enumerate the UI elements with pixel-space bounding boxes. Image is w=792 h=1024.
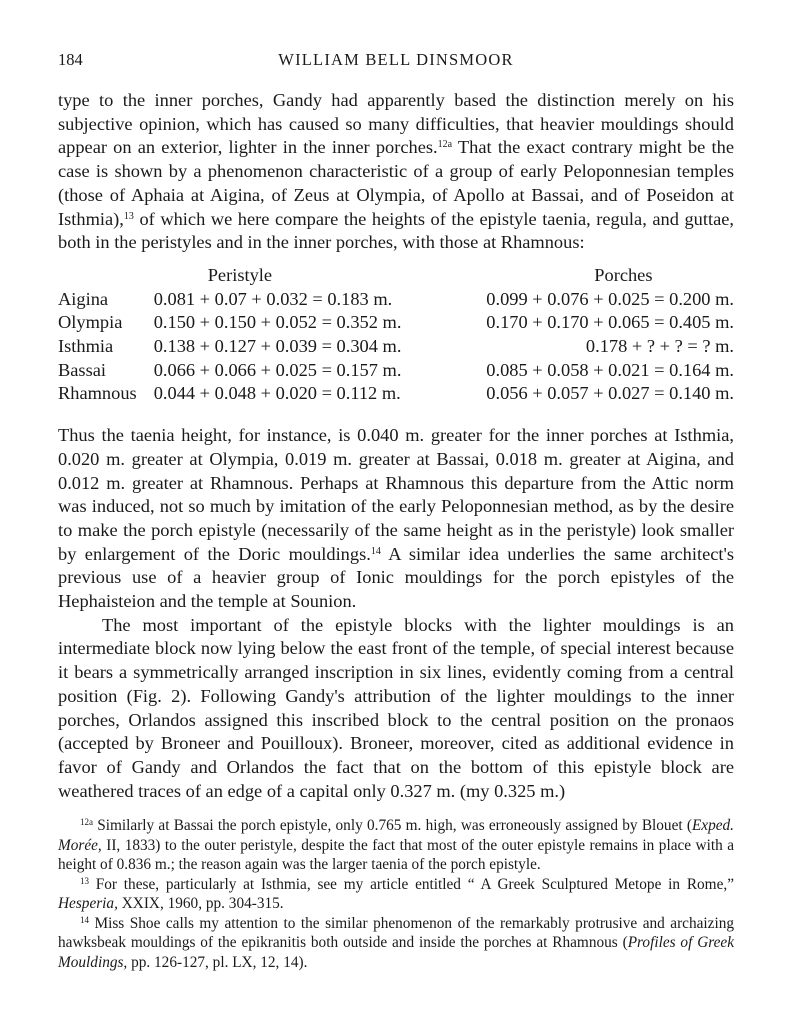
row-site: Bassai bbox=[58, 359, 107, 380]
row-site: Rhamnous bbox=[58, 383, 137, 404]
footnote-mark: 13 bbox=[80, 875, 89, 886]
page-number: 184 bbox=[58, 50, 83, 69]
page bbox=[58, 50, 734, 972]
footnote-mark: 12a bbox=[80, 817, 93, 828]
paragraph-2-text-b: A similar idea underlies the same architect's previous use of a heavier group of Ionic mouldings for the porch epistyles of the Hephaisteion and the temple at Sounion. bbox=[58, 543, 734, 612]
row-porches: 0.085 + 0.058 + 0.021 = 0.164 m. bbox=[486, 359, 734, 380]
paragraph-1-text-a: type to the inner porches, Gandy had apparently based the distinction merely on his subjective opinion, which has caused so many difficulties, that heavier mouldings should appear on an exterior, lighter in the inner porches. bbox=[58, 90, 734, 158]
row-porches: 0.170 + 0.170 + 0.065 = 0.405 m. bbox=[486, 312, 734, 333]
footnote-text: For these, particularly at Isthmia, see my article entitled “ A Greek Sculptured Metope in Rome,” bbox=[89, 875, 734, 893]
footnote-mark: 14 bbox=[80, 914, 89, 925]
row-site: Aigina bbox=[58, 288, 109, 309]
header-peristyle: Peristyle bbox=[207, 264, 273, 285]
table-header-row bbox=[58, 264, 734, 288]
table-row bbox=[58, 335, 734, 359]
row-peristyle: 0.150 + 0.150 + 0.052 = 0.352 m. bbox=[153, 312, 402, 333]
footnote-text: pp. 126-127, pl. LX, 12, 14). bbox=[127, 953, 308, 971]
footnote-ref-14[interactable]: 14 bbox=[370, 545, 381, 557]
footnote-ref-12a[interactable]: 12a bbox=[437, 139, 453, 151]
paragraph-1-text-b: That the exact contrary might be the case is shown by a phenomenon characteristic of a group of early Peloponnesian temples (those of Aphaia at Aigina, of Zeus at Olympia, of Apollo at Bassai, and of Poseidon at Isthmia), bbox=[58, 137, 734, 229]
footnote-text: II, 1833) to the outer peristyle, despite the fact that most of the outer epistyle remains in place with a height of 0.836 m.; the reason again was the larger taenia of the porch epistyle. bbox=[58, 836, 734, 874]
paragraph-1-text-c: of which we here compare the heights of the epistyle taenia, regula, and guttae, both in the peristyles and in the inner porches, with those at Rhamnous: bbox=[58, 208, 734, 253]
row-peristyle: 0.066 + 0.066 + 0.025 = 0.157 m. bbox=[153, 359, 402, 380]
footnote-ref-13[interactable]: 13 bbox=[123, 210, 134, 222]
table-row bbox=[58, 311, 734, 335]
footnote-12a bbox=[58, 816, 734, 875]
row-porches: 0.099 + 0.076 + 0.025 = 0.200 m. bbox=[486, 288, 734, 309]
footnote-citation-title: Profiles of Greek Mouldings, bbox=[58, 934, 734, 971]
paragraph-2-text-a: Thus the taenia height, for instance, is 0.040 m. greater for the inner porches at Isthmia, 0.020 m. greater at Olympia, 0.019 m. greater at Bassai, 0.018 m. greater at Aigina, and 0.012 m. greater at Rhamnous. Perhaps at Rhamnous this departure from the Attic norm was induced, not so much by imitation of the early Peloponnesian method, as by the desire to make the porch epistyle (necessarily of the same height as in the peristyle) look smaller by enlargement of the Doric mouldings. bbox=[58, 425, 734, 564]
row-site: Olympia bbox=[58, 312, 123, 333]
row-site: Isthmia bbox=[58, 336, 114, 357]
footnote-text: XXIX, 1960, pp. 304-315. bbox=[117, 895, 284, 913]
running-title: WILLIAM BELL DINSMOOR bbox=[278, 50, 514, 69]
paragraph-2 bbox=[58, 424, 734, 614]
row-peristyle: 0.138 + 0.127 + 0.039 = 0.304 m. bbox=[153, 336, 402, 357]
paragraph-1 bbox=[58, 89, 734, 255]
running-head bbox=[58, 50, 734, 72]
row-porches: 0.056 + 0.057 + 0.027 = 0.140 m. bbox=[486, 383, 734, 404]
footnote-citation-title: Hesperia, bbox=[58, 895, 118, 913]
table-row bbox=[58, 288, 734, 312]
paragraph-3: The most important of the epistyle blocks with the lighter mouldings is an intermediate block now lying below the east front of the temple, of special interest because it bears a symmetrically arranged inscription in six lines, evidently coming from a central position (Fig. 2). Following Gandy's attribution of the lighter mouldings to the inner porches, Orlandos assigned this inscribed block to the central position on the pronaos (accepted by Broneer and Pouilloux). Broneer, moreover, cited as additional evidence in favor of Gandy and Orlandos the fact that on the bottom of this epistyle block are weathered traces of an edge of a capital only 0.327 m. (my 0.325 m.) bbox=[58, 614, 734, 801]
footnote-text: Similarly at Bassai the porch epistyle, only 0.765 m. high, was erroneously assigned by Blouet ( bbox=[93, 817, 692, 835]
footnote-14 bbox=[58, 914, 734, 973]
header-site bbox=[58, 264, 154, 288]
footnotes bbox=[58, 816, 734, 972]
footnote-text: Miss Shoe calls my attention to the similar phenomenon of the remarkably protrusive and archaizing hawksbeak mouldings of the epikranitis both outside and inside the porches at Rhamnous ( bbox=[58, 914, 734, 952]
footnote-citation-title: Exped. Morée, bbox=[58, 817, 734, 854]
row-peristyle: 0.044 + 0.048 + 0.020 = 0.112 m. bbox=[153, 383, 401, 404]
row-porches: 0.178 + ? + ? = ? m. bbox=[585, 336, 734, 357]
table-row bbox=[58, 359, 734, 383]
table-row bbox=[58, 382, 734, 406]
footnote-13 bbox=[58, 875, 734, 914]
measurements-table bbox=[58, 264, 734, 406]
row-peristyle: 0.081 + 0.07 + 0.032 = 0.183 m. bbox=[153, 288, 393, 309]
header-porches: Porches bbox=[594, 264, 653, 285]
